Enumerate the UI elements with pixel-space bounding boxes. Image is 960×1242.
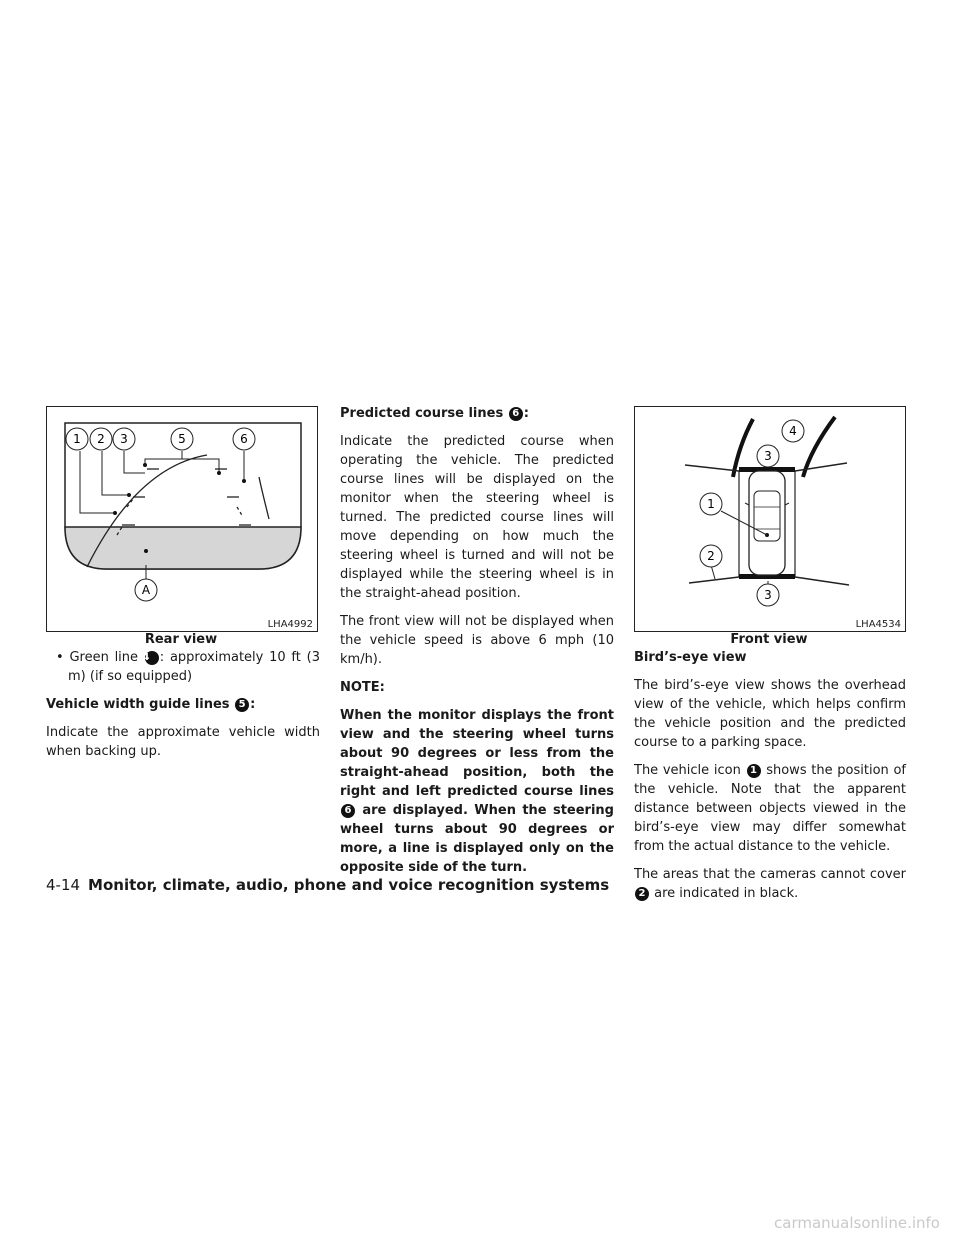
svg-text:3: 3 (764, 588, 772, 602)
callout-4 (782, 420, 804, 442)
predicted-course-heading: Predicted course lines 6 : (340, 406, 529, 421)
figure-code: LHA4992 (267, 619, 313, 630)
rear-view-diagram (47, 407, 317, 631)
svg-text:2: 2 (707, 549, 715, 563)
front-view-diagram (635, 407, 905, 631)
vehicle-width-heading: Vehicle width guide lines 5 : (46, 697, 256, 712)
svg-text:4: 4 (789, 424, 797, 438)
svg-text:6: 6 (240, 432, 248, 446)
callout-1 (700, 493, 722, 515)
vehicle-width-text: Indicate the approximate vehicle width when backing up. (46, 725, 320, 759)
svg-text:5: 5 (178, 432, 186, 446)
birds-eye-text: The bird’s-eye view shows the overhead view of the vehicle, which helps confirm the vehicle position and the predicted course to a parking space. (634, 678, 906, 750)
callout-a (135, 579, 157, 601)
page-footer (46, 876, 609, 894)
callout-number-icon: 5 (235, 698, 249, 712)
note-text: When the monitor displays the front view and the steering wheel turns about 90 degrees or less from the straight-ahead position, both the right and left predicted course lines 6 are displayed. When the steering wheel turns about 90 degrees or more, a line is displayed only on the opposite side of the turn. (340, 708, 614, 875)
callout-number-icon: 6 (509, 407, 523, 421)
callout-number-icon: 4 (145, 651, 159, 665)
green-line-bullet: • Green line 4 : approximately 10 ft (3 m) (if so equipped) (56, 650, 320, 684)
rear-view-figure (46, 406, 318, 632)
front-view-figure (634, 406, 906, 632)
note-label: NOTE: (340, 680, 385, 695)
watermark: carmanualsonline.info (774, 1214, 940, 1232)
callout-3-top (757, 445, 779, 467)
callout-5 (171, 428, 193, 450)
birds-eye-heading: Bird’s-eye view (634, 650, 747, 665)
callout-1 (66, 428, 88, 450)
figure-code: LHA4534 (855, 619, 901, 630)
callout-2 (700, 545, 722, 567)
svg-text:1: 1 (707, 497, 715, 511)
front-view-caption: Front view (730, 632, 808, 647)
svg-text:2: 2 (97, 432, 105, 446)
callout-3 (113, 428, 135, 450)
column-2 (340, 404, 614, 886)
front-view-speed-text: The front view will not be displayed when the vehicle speed is above 6 mph (10 km/h). (340, 614, 614, 667)
callout-number-icon: 2 (635, 887, 649, 901)
predicted-course-text: Indicate the predicted course when operating the vehicle. The predicted course lines will be displayed on the monitor when the steering wheel is turned. The predicted course lines will move depending on how much the steering wheel is turned and will not be displayed while the steering wheel is in the straight-ahead position. (340, 434, 614, 601)
callout-3-bottom (757, 584, 779, 606)
column-3 (634, 648, 906, 912)
vehicle-icon-text: The vehicle icon 1 shows the position of the vehicle. Note that the apparent distance between objects viewed in the bird’s-eye view may differ somewhat from the actual distance to the vehicle. (634, 763, 907, 854)
column-1 (46, 648, 320, 770)
callout-2 (90, 428, 112, 450)
section-title: Monitor, climate, audio, phone and voice recognition systems (88, 876, 610, 894)
svg-text:1: 1 (73, 432, 81, 446)
svg-text:3: 3 (120, 432, 128, 446)
blind-areas-text: The areas that the cameras cannot cover 2 are indicated in black. (634, 867, 906, 901)
callout-number-icon: 1 (747, 764, 761, 778)
callout-number-icon: 6 (341, 804, 355, 818)
callout-6 (233, 428, 255, 450)
page-number: 4-14 (46, 876, 81, 894)
rear-view-caption: Rear view (144, 632, 218, 647)
svg-text:A: A (141, 583, 151, 597)
svg-text:3: 3 (764, 449, 772, 463)
